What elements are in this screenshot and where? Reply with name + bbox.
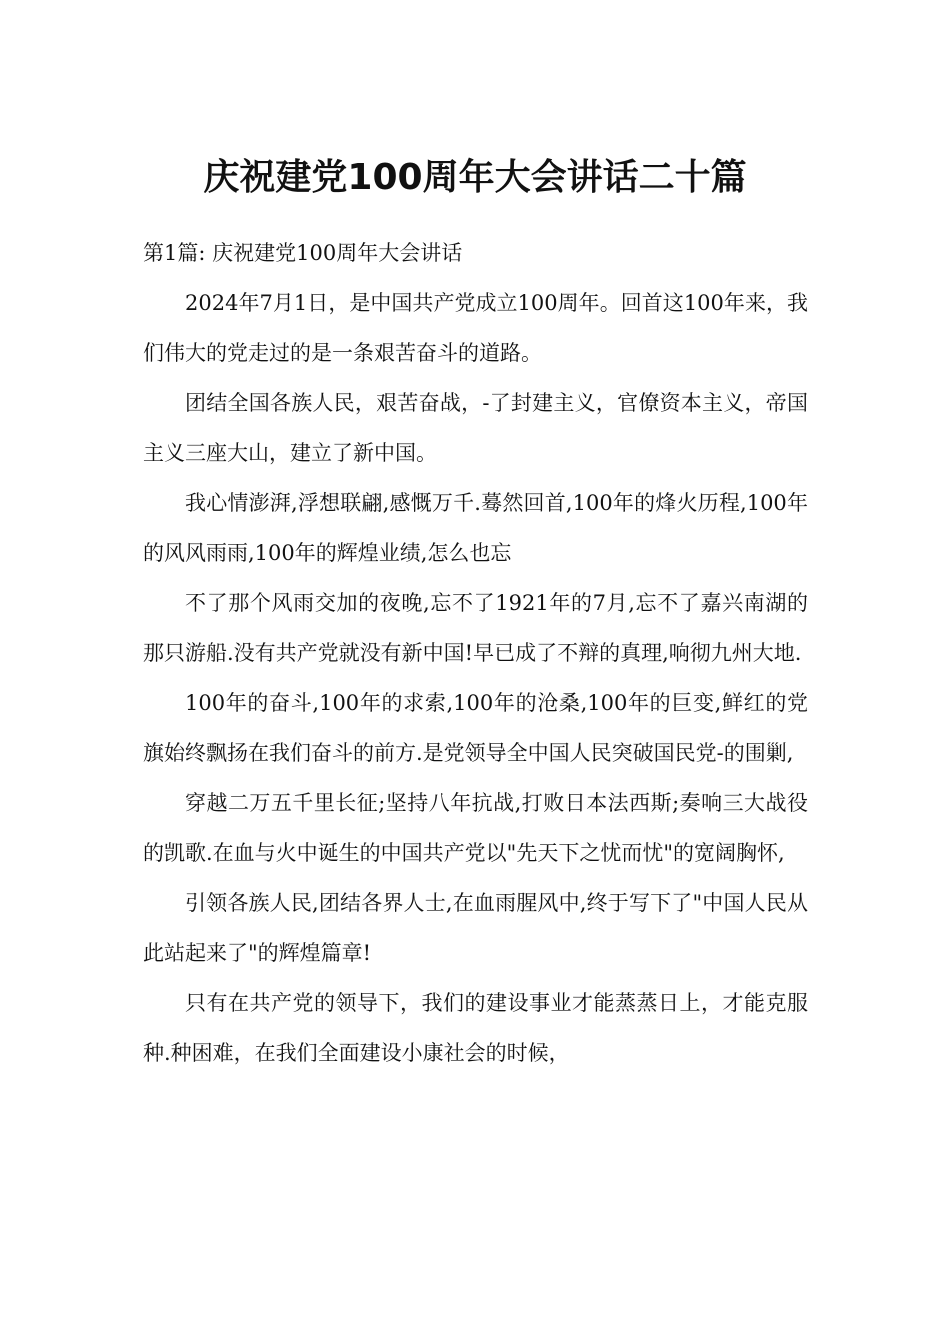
- document-title: 庆祝建党100周年大会讲话二十篇: [203, 157, 747, 199]
- paragraph: 穿越二万五千里长征;坚持八年抗战,打败日本法西斯;奏响三大战役的凯歌.在血与火中诞生的中国共产党以"先天下之忧而忧"的宽阔胸怀,: [143, 791, 808, 865]
- paragraph: 2024年7月1日，是中国共产党成立100周年。回首这100年来，我们伟大的党走过的是一条艰苦奋斗的道路。: [143, 291, 808, 365]
- paragraph: 不了那个风雨交加的夜晚,忘不了1921年的7月,忘不了嘉兴南湖的那只游船.没有共产党就没有新中国!早已成了不辩的真理,响彻九州大地.: [143, 591, 808, 665]
- paragraph: 我心情澎湃,浮想联翩,感慨万千.蓦然回首,100年的烽火历程,100年的风风雨雨,100年的辉煌业绩,怎么也忘: [143, 491, 808, 565]
- paragraph: 100年的奋斗,100年的求索,100年的沧桑,100年的巨变,鲜红的党旗始终飘扬在我们奋斗的前方.是党领导全中国人民突破国民党-的围剿,: [143, 691, 808, 765]
- document-body: [143, 228, 808, 1078]
- paragraph: 只有在共产党的领导下，我们的建设事业才能蒸蒸日上，才能克服种.种困难，在我们全面建设小康社会的时候，: [143, 991, 808, 1065]
- section-heading: 第1篇: 庆祝建党100周年大会讲话: [143, 241, 463, 265]
- paragraph: 团结全国各族人民，艰苦奋战，-了封建主义，官僚资本主义，帝国主义三座大山，建立了新中国。: [143, 391, 808, 465]
- paragraph: 引领各族人民,团结各界人士,在血雨腥风中,终于写下了"中国人民从此站起来了"的辉煌篇章!: [143, 891, 808, 965]
